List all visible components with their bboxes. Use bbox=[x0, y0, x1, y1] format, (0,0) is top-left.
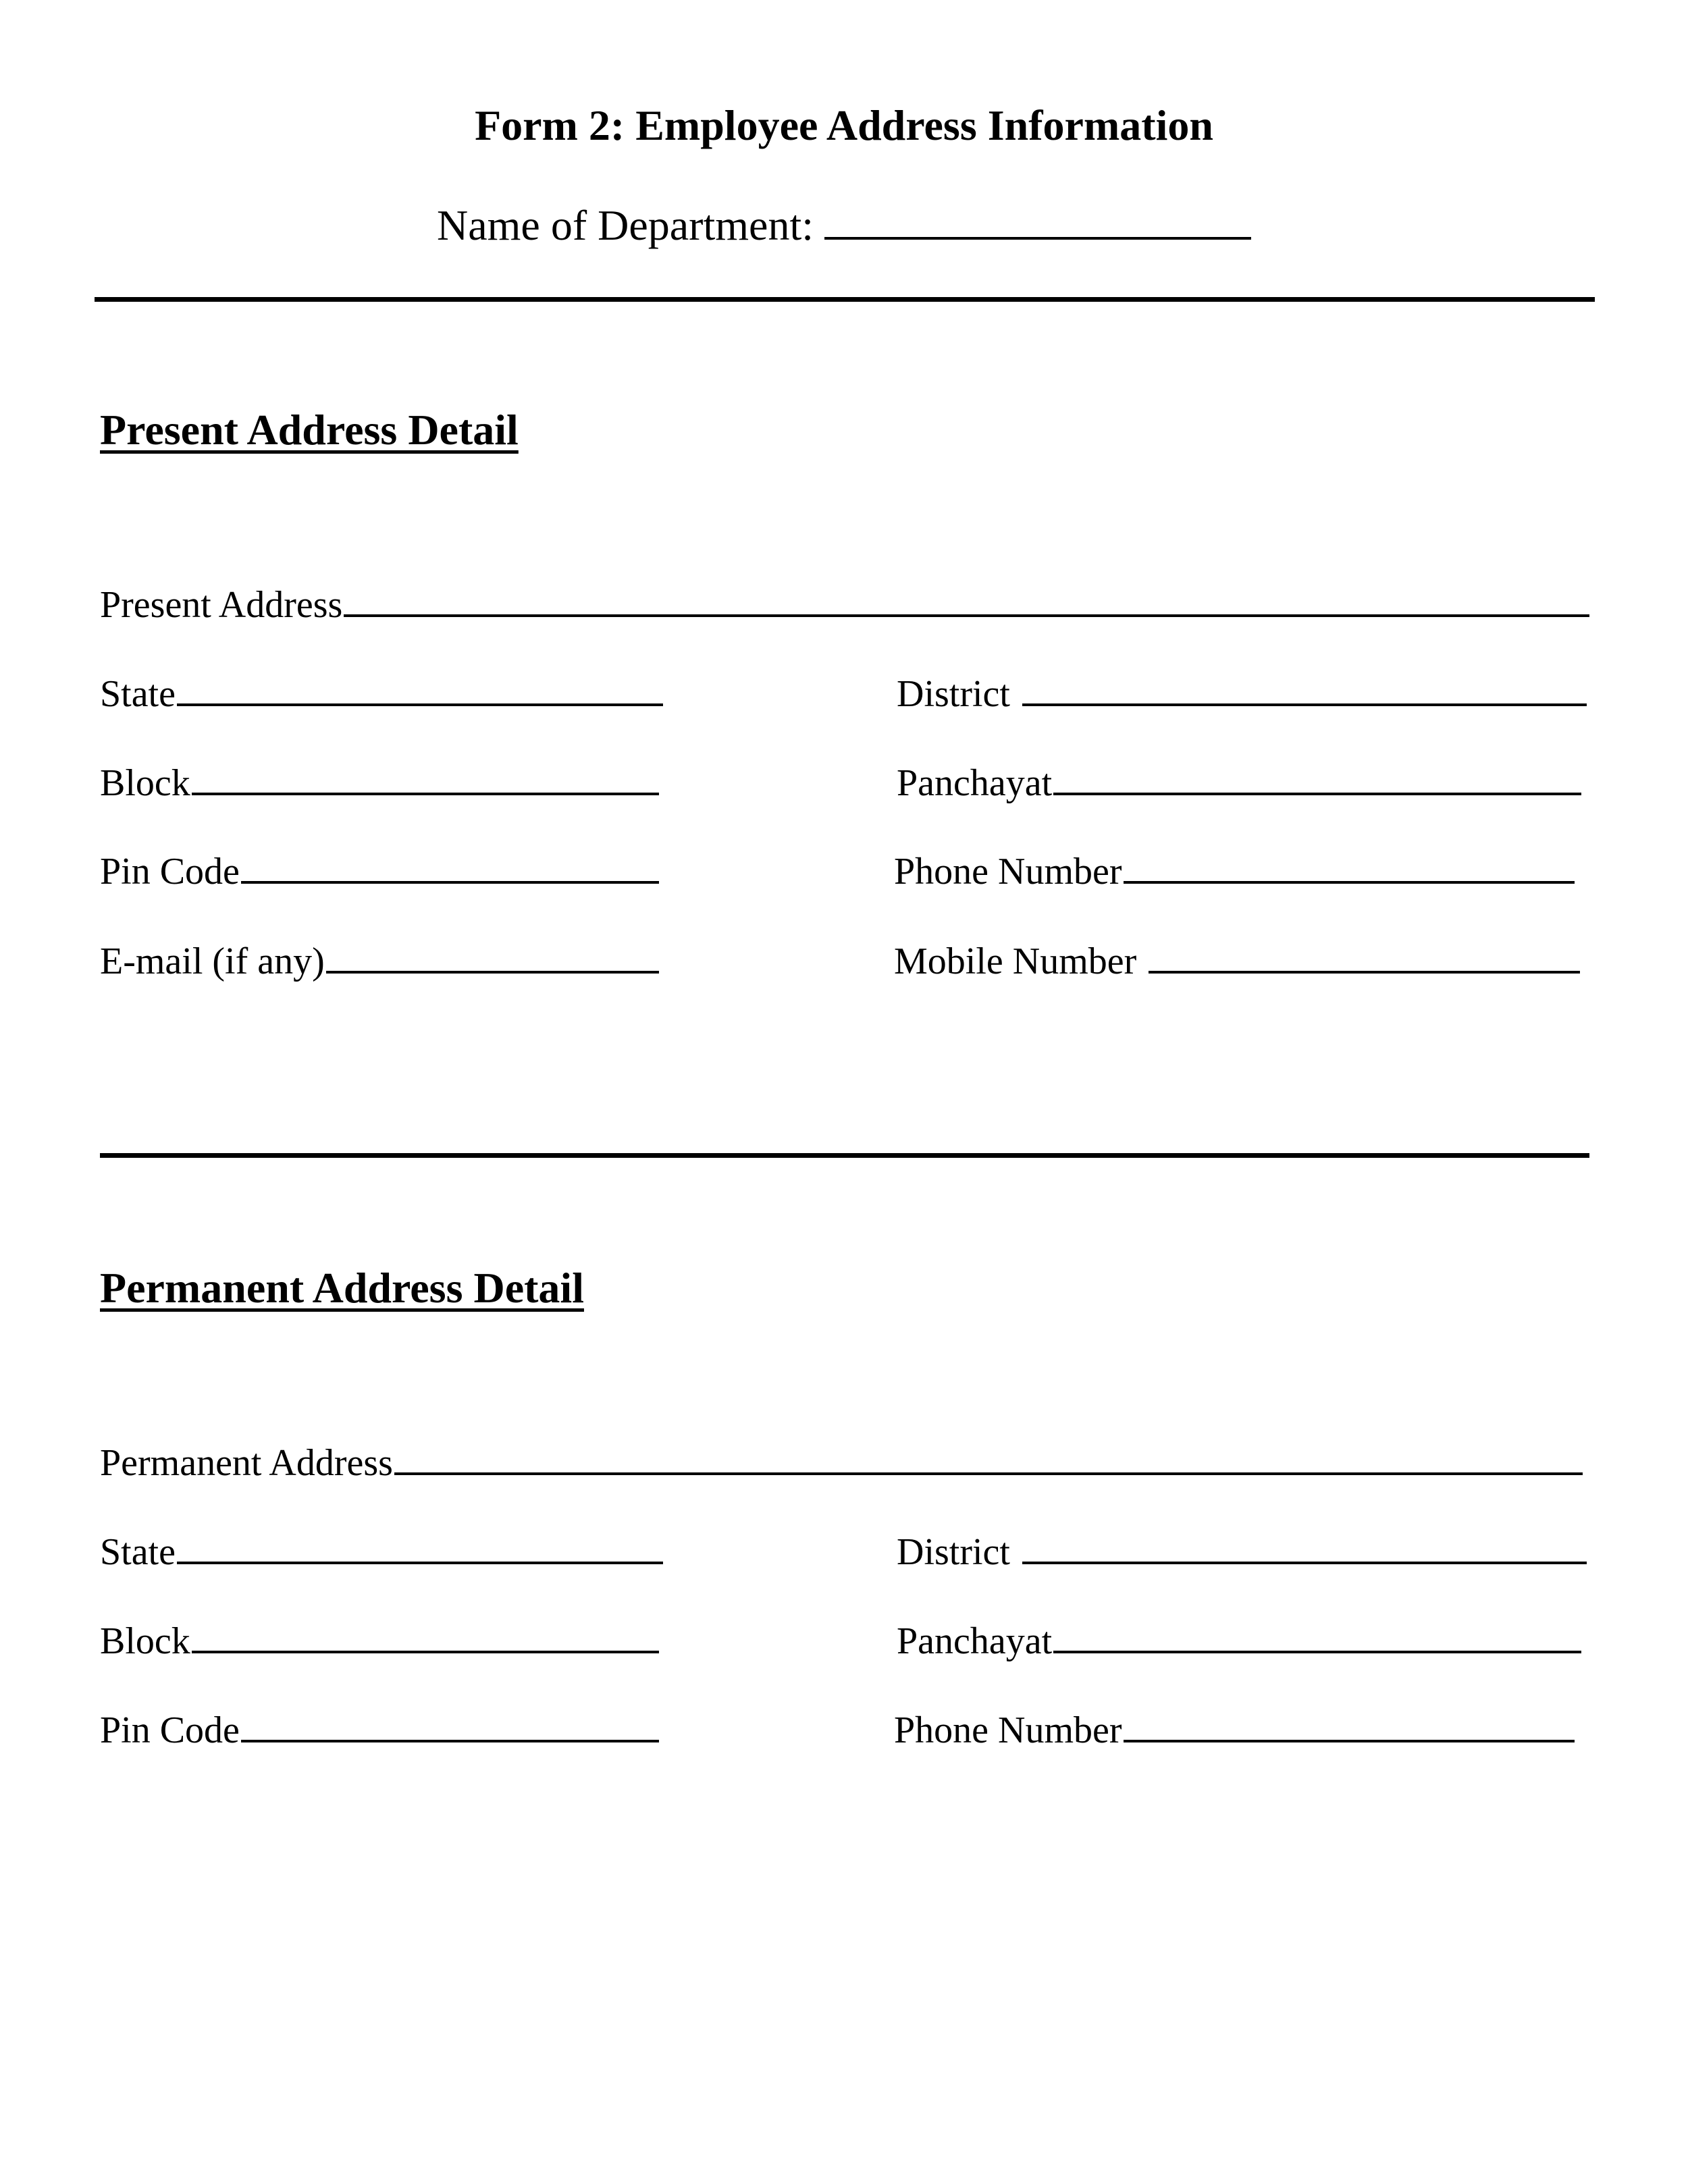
present-block-label: Block bbox=[100, 762, 190, 804]
present-block-blank[interactable] bbox=[192, 759, 659, 795]
department-row bbox=[0, 198, 1688, 252]
permanent-panchayat-label: Panchayat bbox=[897, 1620, 1053, 1662]
permanent-panchayat-field[interactable] bbox=[897, 1617, 1581, 1666]
section-divider bbox=[100, 1153, 1589, 1158]
present-pincode-blank[interactable] bbox=[241, 847, 659, 884]
present-email-label: E-mail (if any) bbox=[100, 940, 325, 982]
top-divider bbox=[95, 297, 1595, 302]
permanent-phone-label: Phone Number bbox=[894, 1709, 1122, 1751]
present-address-label: Present Address bbox=[100, 584, 343, 626]
permanent-state-label: State bbox=[100, 1531, 176, 1573]
present-district-blank[interactable] bbox=[1022, 670, 1587, 706]
permanent-section-heading: Permanent Address Detail bbox=[100, 1264, 584, 1312]
permanent-phone-field[interactable] bbox=[894, 1706, 1575, 1755]
permanent-address-label: Permanent Address bbox=[100, 1442, 393, 1484]
permanent-district-field[interactable] bbox=[897, 1528, 1587, 1576]
present-district-label: District bbox=[897, 673, 1010, 715]
present-pincode-field[interactable] bbox=[100, 847, 659, 896]
present-phone-label: Phone Number bbox=[894, 851, 1122, 893]
present-state-label: State bbox=[100, 673, 176, 715]
permanent-block-blank[interactable] bbox=[192, 1617, 659, 1653]
present-email-blank[interactable] bbox=[326, 937, 659, 974]
permanent-address-field[interactable] bbox=[100, 1439, 1583, 1487]
present-block-field[interactable] bbox=[100, 759, 659, 807]
present-panchayat-field[interactable] bbox=[897, 759, 1581, 807]
department-label: Name of Department: bbox=[437, 201, 814, 249]
present-email-field[interactable] bbox=[100, 937, 659, 986]
permanent-phone-blank[interactable] bbox=[1124, 1706, 1575, 1742]
present-district-field[interactable] bbox=[897, 670, 1587, 718]
department-field[interactable] bbox=[824, 199, 1251, 240]
present-phone-field[interactable] bbox=[894, 847, 1575, 896]
permanent-block-field[interactable] bbox=[100, 1617, 659, 1666]
present-pincode-label: Pin Code bbox=[100, 851, 240, 893]
present-mobile-field[interactable] bbox=[894, 937, 1580, 986]
present-panchayat-blank[interactable] bbox=[1053, 759, 1581, 795]
permanent-district-blank[interactable] bbox=[1022, 1528, 1587, 1564]
permanent-pincode-label: Pin Code bbox=[100, 1709, 240, 1751]
present-phone-blank[interactable] bbox=[1124, 847, 1575, 884]
present-state-field[interactable] bbox=[100, 670, 663, 718]
present-address-field[interactable] bbox=[100, 581, 1589, 629]
present-mobile-blank[interactable] bbox=[1149, 937, 1580, 974]
permanent-state-blank[interactable] bbox=[177, 1528, 663, 1564]
permanent-state-field[interactable] bbox=[100, 1528, 663, 1576]
form-title: Form 2: Employee Address Information bbox=[475, 101, 1213, 149]
present-panchayat-label: Panchayat bbox=[897, 762, 1053, 804]
permanent-pincode-blank[interactable] bbox=[241, 1706, 659, 1742]
permanent-block-label: Block bbox=[100, 1620, 190, 1662]
permanent-address-blank[interactable] bbox=[394, 1439, 1583, 1475]
present-mobile-label: Mobile Number bbox=[894, 940, 1137, 982]
present-section-heading: Present Address Detail bbox=[100, 406, 519, 454]
present-address-blank[interactable] bbox=[344, 581, 1589, 617]
permanent-pincode-field[interactable] bbox=[100, 1706, 659, 1755]
permanent-panchayat-blank[interactable] bbox=[1053, 1617, 1581, 1653]
permanent-district-label: District bbox=[897, 1531, 1010, 1573]
present-state-blank[interactable] bbox=[177, 670, 663, 706]
